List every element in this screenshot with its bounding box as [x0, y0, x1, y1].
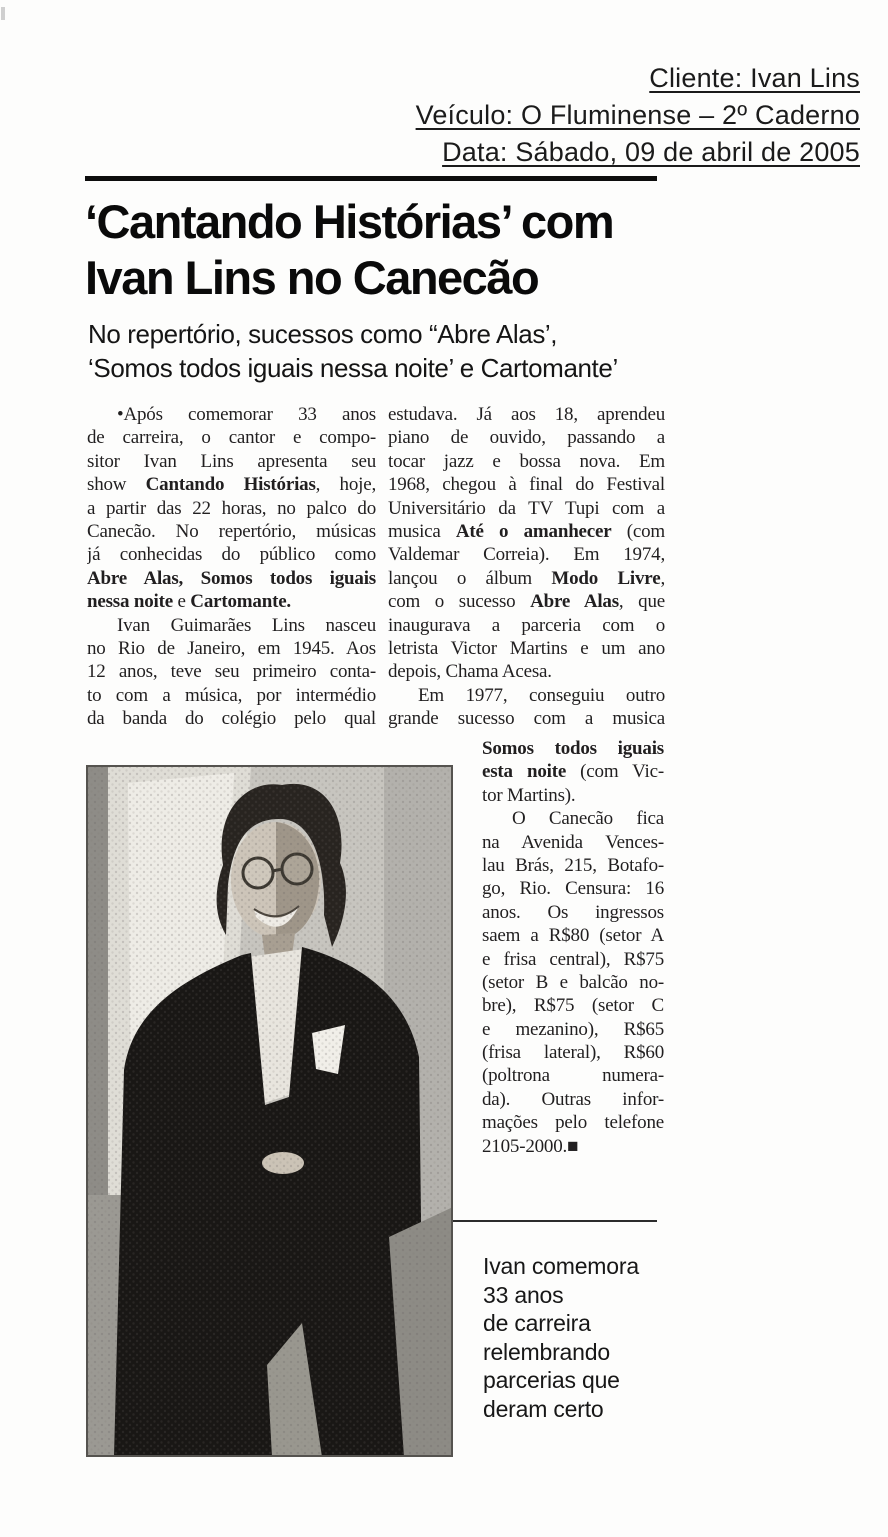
body-text-line: Valdemar Correia). Em 1974,: [388, 544, 665, 566]
body-text-line: e mezanino), R$65: [482, 1018, 664, 1040]
body-text-line: tor Martins).: [482, 784, 576, 806]
body-text-line: no Rio de Janeiro, em 1945. Aos: [87, 637, 376, 659]
subhead-line: No repertório, sucessos como “Abre Alas’,: [88, 319, 558, 349]
body-text-line: grande sucesso com a musica: [388, 708, 665, 730]
article-headline: [85, 194, 725, 306]
body-column-left: [87, 403, 376, 730]
body-text-line: Canecão. No repertório, músicas: [87, 520, 376, 542]
photo-caption-line: Ivan comemora: [483, 1253, 639, 1279]
body-text-line: da banda do colégio pelo qual: [87, 708, 376, 730]
body-text-line: anos. Os ingressos: [482, 901, 664, 923]
body-text-line: com o sucesso Abre Alas, que: [388, 591, 665, 613]
press-info: [416, 60, 860, 171]
body-text-line: go, Rio. Censura: 16: [482, 878, 664, 900]
body-text-line: show Cantando Histórias, hoje,: [87, 474, 376, 496]
press-info-line: Data: Sábado, 09 de abril de 2005: [442, 137, 860, 167]
body-text-line: •Após comemorar 33 anos: [117, 404, 376, 425]
body-text-line: de carreira, o cantor e compo-: [87, 427, 376, 449]
press-info-line: Veículo: O Fluminense – 2º Caderno: [415, 100, 860, 130]
headline-line: ‘Cantando Histórias’ com: [85, 195, 614, 248]
photo-caption: [483, 1252, 683, 1423]
body-text-line: to com a música, por intermédio: [87, 684, 376, 706]
body-text-line: e frisa central), R$75: [482, 948, 664, 970]
photo-caption-line: parcerias que: [483, 1367, 620, 1393]
photo-caption-line: relembrando: [483, 1338, 610, 1365]
body-text-line: 2105-2000.■: [482, 1135, 579, 1157]
body-text-line: na Avenida Vences-: [482, 831, 664, 853]
body-text-line: já conhecidas do público como: [87, 544, 376, 566]
body-text-line: nessa noite e Cartomante.: [87, 591, 291, 613]
body-text-line: depois, Chama Acesa.: [388, 661, 552, 683]
caption-divider-rule: [453, 1220, 657, 1222]
body-text-line: (frisa lateral), R$60: [482, 1042, 664, 1064]
ivan-lins-photo: [86, 765, 453, 1457]
body-text-line: (setor B e balcão no-: [482, 971, 664, 993]
body-text-line: inaugurava a parceria com o: [388, 614, 665, 636]
body-text-line: Em 1977, conseguiu outro: [418, 684, 665, 706]
article-subhead: [88, 317, 708, 385]
body-text-line: lançou o álbum Modo Livre,: [388, 567, 665, 589]
body-text-line: 1968, chegou à final do Festival: [388, 474, 665, 496]
body-text-line: da). Outras infor-: [482, 1088, 664, 1110]
body-text-line: mações pelo telefone: [482, 1112, 664, 1134]
body-text-line: esta noite (com Vic-: [482, 761, 664, 783]
body-text-line: sitor Ivan Lins apresenta seu: [87, 450, 376, 472]
body-text-line: tocar jazz e bossa nova. Em: [388, 450, 665, 472]
body-text-line: Abre Alas, Somos todos iguais: [87, 567, 376, 589]
photo-caption-line: de carreira: [483, 1310, 591, 1336]
body-text-line: a partir das 22 horas, no palco do: [87, 497, 376, 519]
photo-caption-line: 33 anos: [483, 1281, 564, 1308]
body-column-right-narrow: [482, 737, 664, 1158]
ivan-lins-photo-illustration: [86, 765, 453, 1457]
body-text-line: saem a R$80 (setor A: [482, 925, 664, 947]
body-text-line: estudava. Já aos 18, aprendeu: [388, 404, 665, 425]
body-text-line: Somos todos iguais: [482, 738, 664, 759]
body-text-line: piano de ouvido, passando a: [388, 427, 665, 449]
body-text-line: letrista Victor Martins e um ano: [388, 637, 665, 659]
subhead-line: ‘Somos todos iguais nessa noite’ e Cartomante’: [88, 353, 618, 383]
press-info-line: Cliente: Ivan Lins: [649, 63, 860, 93]
body-text-line: Ivan Guimarães Lins nasceu: [117, 614, 376, 636]
body-text-line: lau Brás, 215, Botafo-: [482, 854, 664, 876]
scan-artifact-speck: [1, 7, 5, 20]
body-text-line: musica Até o amanhecer (com: [388, 520, 665, 542]
body-text-line: O Canecão fica: [512, 808, 664, 830]
body-text-line: Universitário da TV Tupi com a: [388, 497, 665, 519]
body-text-line: bre), R$75 (setor C: [482, 995, 664, 1017]
body-text-line: 12 anos, teve seu primeiro conta-: [87, 661, 376, 683]
body-text-line: (poltrona numera-: [482, 1065, 664, 1087]
body-column-right: [388, 403, 665, 730]
photo-caption-line: deram certo: [483, 1395, 604, 1422]
headline-line: Ivan Lins no Canecão: [85, 251, 539, 304]
header-divider-rule: [85, 176, 657, 181]
